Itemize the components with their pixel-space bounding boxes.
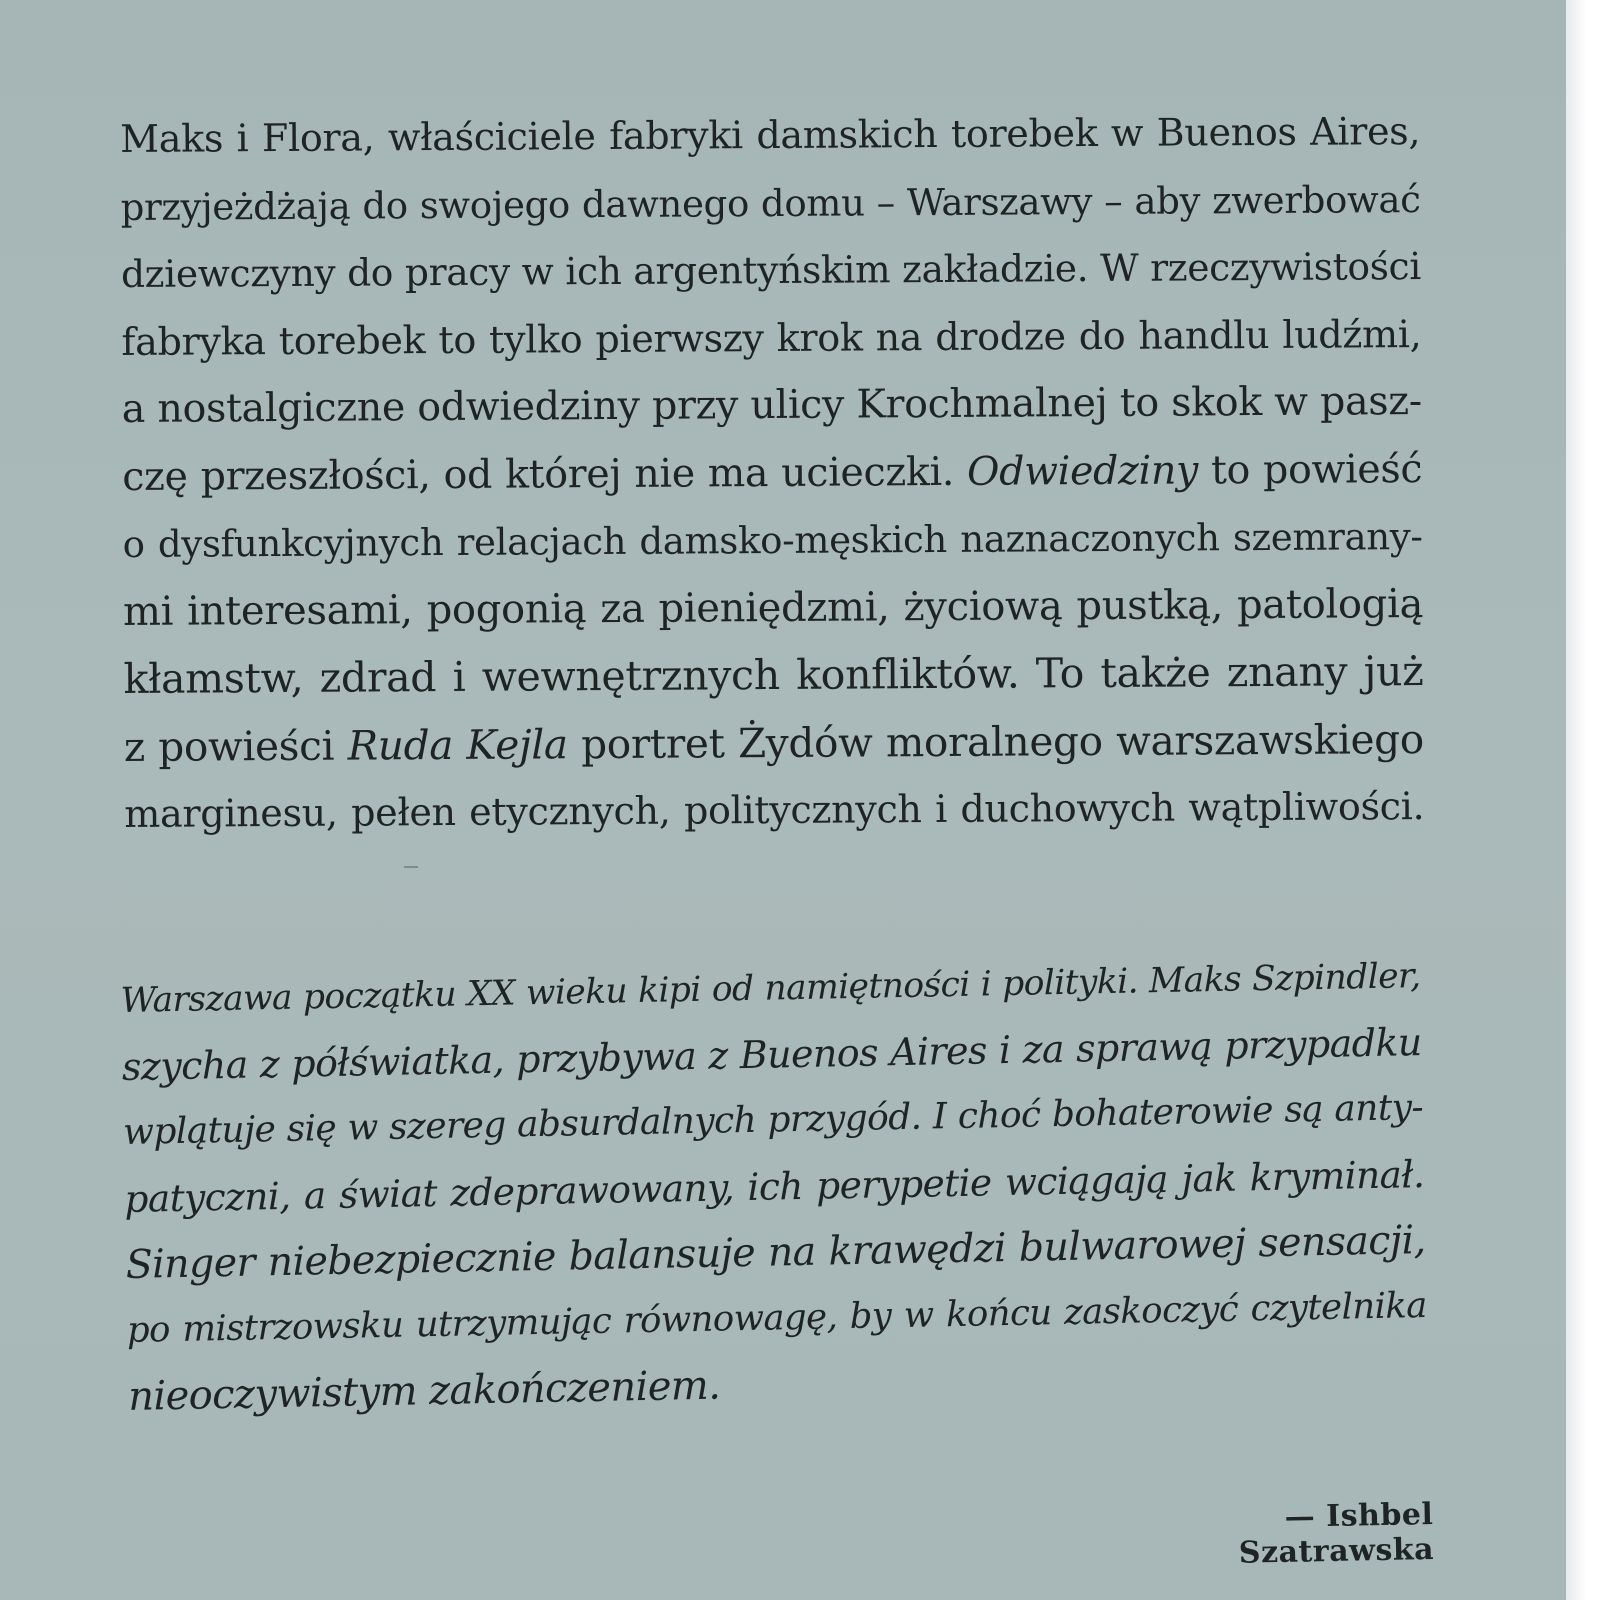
text-fragment: to powieść: [1210, 445, 1423, 493]
quote-attribution: — Ishbel Szatrawska: [1238, 1497, 1435, 1571]
text-line: marginesu, pełen etycznych, politycznych i duchowych wątpliwości.: [124, 784, 1425, 836]
text-fragment: czę przeszłości, od której nie ma ucieczki.: [122, 448, 955, 500]
text-line-with-title: [122, 436, 1422, 511]
quote-paragraph: [120, 943, 1429, 1430]
book-title-ruda-kejla: Ruda Kejla: [347, 719, 568, 770]
text-fragment: portret Żydów moralnego warszawskiego: [581, 714, 1425, 768]
page-edge: [1566, 0, 1600, 1600]
text-line: fabryka torebek to tylko pierwszy krok na drodze do handlu ludźmi,: [121, 311, 1422, 364]
text-line: o dysfunkcyjnych relacjach damsko-męskich naznaczonych szemrany-: [122, 515, 1423, 566]
text-line: wplątuje się w szereg absurdalnych przygód. I choć bohaterowie są anty-: [122, 1087, 1424, 1153]
text-line: Maks i Flora, właściciele fabryki damskich torebek w Buenos Aires,: [120, 109, 1421, 161]
text-line: po mistrzowsku utrzymując równowagę, by w końcu zaskoczyć czytelnika: [126, 1284, 1428, 1351]
text-fragment: z powieści: [123, 721, 335, 771]
blurb-paragraph: [120, 98, 1425, 848]
text-line: kłamstw, zdrad i wewnętrznych konfliktów. To także znany już: [123, 647, 1424, 703]
print-speck: [404, 866, 418, 868]
text-line: Singer niebezpiecznie balansuje na krawędzi bulwarowej sensacji,: [125, 1216, 1426, 1288]
text-line: przyjeżdżają do swojego dawnego domu – Warszawy – aby zwerbować: [120, 177, 1421, 229]
text-line: a nostalgiczne odwiedziny przy ulicy Krochmalnej to skok w pasz-: [121, 378, 1422, 432]
text-line: Warszawa początku XX wieku kipi od namiętności i polityki. Maks Szpindler,: [120, 956, 1421, 1021]
text-line: mi interesami, pogonią za pieniędzmi, życiową pustką, patologią: [122, 580, 1424, 635]
text-line: patyczni, a świat zdeprawowany, ich perypetie wciągają jak kryminał.: [124, 1152, 1425, 1221]
text-line: dziewczyny do pracy w ich argentyńskim zakładzie. W rzeczywistości: [120, 244, 1422, 296]
text-line-with-title: [124, 706, 1424, 781]
text-line: nieoczywistym zakończeniem.: [127, 1362, 721, 1420]
text-line: szycha z półświatka, przybywa z Buenos Aires i za sprawą przypadku: [121, 1020, 1423, 1089]
book-title-odwiedziny: Odwiedziny: [966, 446, 1199, 495]
